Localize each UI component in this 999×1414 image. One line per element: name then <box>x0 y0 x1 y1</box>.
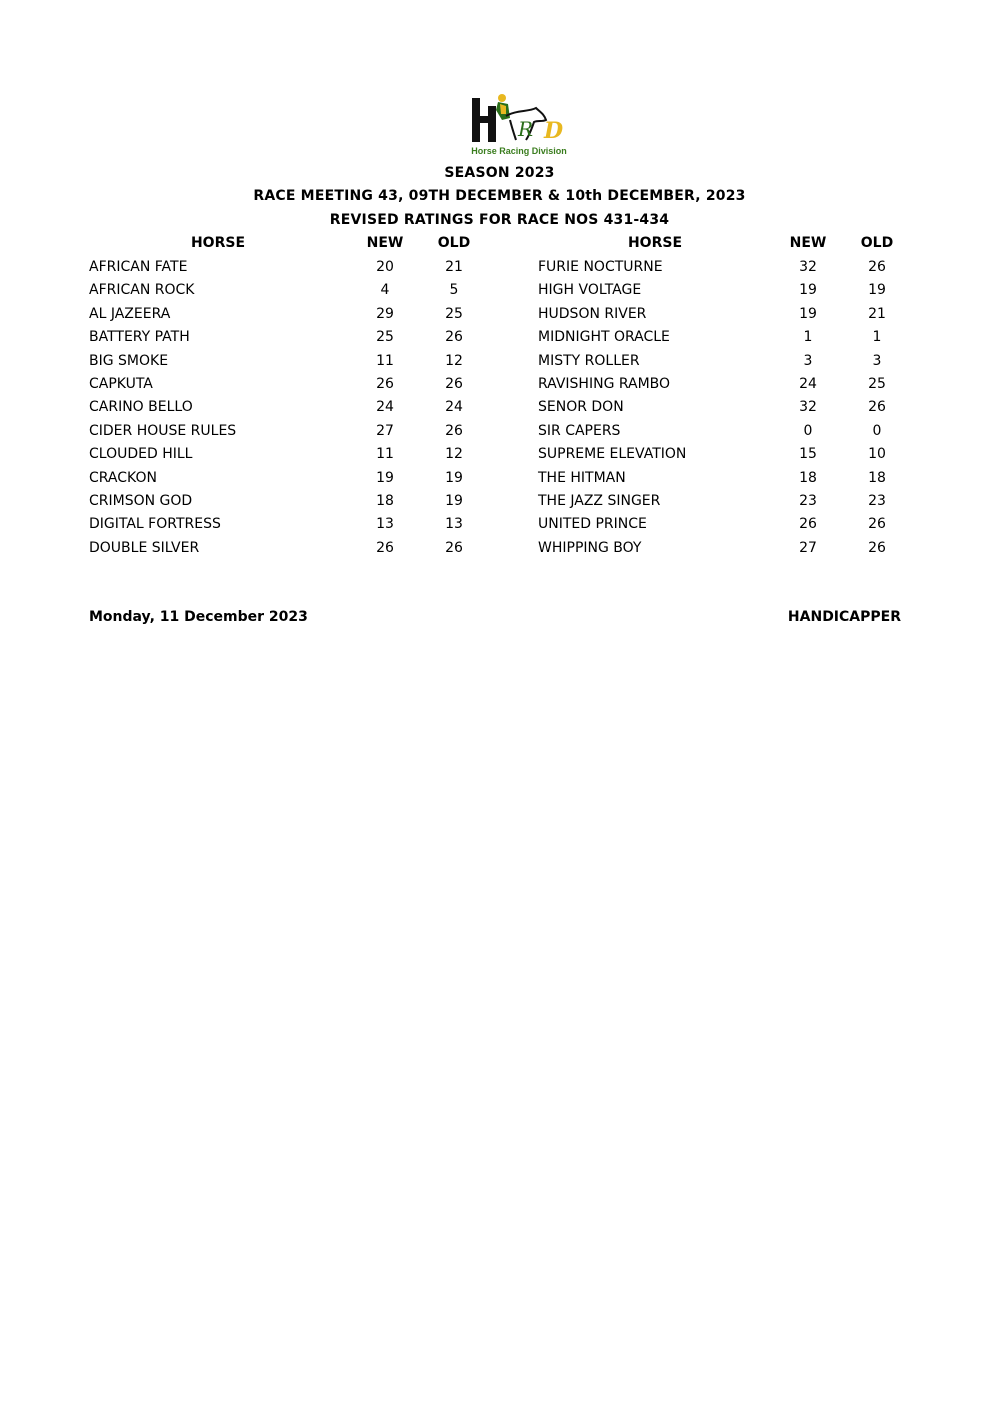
new-rating: 0 <box>803 422 813 439</box>
new-rating: 29 <box>376 305 394 322</box>
horse-name: CAPKUTA <box>89 375 153 392</box>
new-rating: 1 <box>803 329 813 346</box>
right-horse-header: HORSE <box>627 235 683 251</box>
horse-name: SENOR DON <box>538 399 624 416</box>
horse-name: DIGITAL FORTRESS <box>89 516 221 533</box>
old-rating: 13 <box>445 516 463 533</box>
hrd-logo <box>466 92 572 158</box>
horse-name: SIR CAPERS <box>538 422 621 439</box>
ratings-table <box>0 258 999 562</box>
table-row <box>0 281 999 304</box>
logo-caption: Horse Racing Division <box>471 146 567 156</box>
horse-name: MIDNIGHT ORACLE <box>538 329 670 346</box>
new-rating: 19 <box>799 282 817 299</box>
new-rating: 11 <box>376 446 394 463</box>
old-rating: 10 <box>868 446 886 463</box>
old-rating: 12 <box>445 352 463 369</box>
right-old-header: OLD <box>860 235 894 251</box>
old-rating: 3 <box>872 352 882 369</box>
horse-name: AFRICAN ROCK <box>89 282 195 299</box>
season-title: SEASON 2023 <box>444 165 555 181</box>
right-new-header: NEW <box>789 235 827 251</box>
horse-name: UNITED PRINCE <box>538 516 647 533</box>
horse-name: THE HITMAN <box>538 469 626 486</box>
table-row <box>0 352 999 375</box>
horse-name: AL JAZEERA <box>89 305 171 322</box>
old-rating: 26 <box>868 259 886 275</box>
old-rating: 19 <box>445 469 463 486</box>
horse-name: CLOUDED HILL <box>89 446 193 463</box>
handicapper-signature: HANDICAPPER <box>787 609 901 625</box>
horse-name: HIGH VOLTAGE <box>538 282 642 299</box>
new-rating: 11 <box>376 352 394 369</box>
table-row <box>0 305 999 328</box>
new-rating: 26 <box>376 375 394 392</box>
new-rating: 18 <box>376 492 394 509</box>
table-row <box>0 375 999 398</box>
ratings-subtitle: REVISED RATINGS FOR RACE NOS 431-434 <box>329 212 670 228</box>
new-rating: 27 <box>376 422 394 439</box>
new-rating: 25 <box>376 329 394 346</box>
new-rating: 32 <box>799 399 817 416</box>
horse-name: MISTY ROLLER <box>538 352 640 369</box>
horse-jockey-logo-icon <box>466 92 572 146</box>
horse-name: FURIE NOCTURNE <box>538 259 663 275</box>
new-rating: 24 <box>799 375 817 392</box>
old-rating: 24 <box>445 399 463 416</box>
old-rating: 26 <box>445 329 463 346</box>
meeting-title: RACE MEETING 43, 09TH DECEMBER & 10th DECEMBER, 2023 <box>253 188 746 204</box>
table-row <box>0 328 999 351</box>
old-rating: 26 <box>445 375 463 392</box>
horse-name: SUPREME ELEVATION <box>538 446 687 463</box>
old-rating: 26 <box>868 539 886 556</box>
old-rating: 19 <box>445 492 463 509</box>
new-rating: 15 <box>799 446 817 463</box>
horse-name: HUDSON RIVER <box>538 305 647 322</box>
report-date: Monday, 11 December 2023 <box>89 609 308 625</box>
old-rating: 0 <box>872 422 882 439</box>
old-rating: 21 <box>445 259 463 275</box>
new-rating: 32 <box>799 259 817 275</box>
horse-name: WHIPPING BOY <box>538 539 642 556</box>
old-rating: 18 <box>868 469 886 486</box>
horse-name: AFRICAN FATE <box>89 259 188 275</box>
horse-name: THE JAZZ SINGER <box>538 492 661 509</box>
table-row <box>0 469 999 492</box>
left-new-header: NEW <box>366 235 404 251</box>
new-rating: 18 <box>799 469 817 486</box>
new-rating: 26 <box>799 516 817 533</box>
new-rating: 4 <box>380 282 390 299</box>
table-row <box>0 539 999 562</box>
old-rating: 1 <box>872 329 882 346</box>
new-rating: 20 <box>376 259 394 275</box>
horse-name: CIDER HOUSE RULES <box>89 422 237 439</box>
horse-name: CRACKON <box>89 469 157 486</box>
new-rating: 19 <box>799 305 817 322</box>
table-row <box>0 422 999 445</box>
table-row <box>0 398 999 421</box>
table-row <box>0 492 999 515</box>
old-rating: 12 <box>445 446 463 463</box>
old-rating: 26 <box>868 516 886 533</box>
old-rating: 23 <box>868 492 886 509</box>
new-rating: 13 <box>376 516 394 533</box>
horse-name: BATTERY PATH <box>89 329 190 346</box>
horse-name: RAVISHING RAMBO <box>538 375 671 392</box>
horse-name: BIG SMOKE <box>89 352 169 369</box>
table-row <box>0 445 999 468</box>
new-rating: 23 <box>799 492 817 509</box>
new-rating: 3 <box>803 352 813 369</box>
left-horse-header: HORSE <box>190 235 246 251</box>
svg-text:D: D <box>544 118 564 144</box>
new-rating: 24 <box>376 399 394 416</box>
old-rating: 19 <box>868 282 886 299</box>
table-row <box>0 515 999 538</box>
horse-name: CARINO BELLO <box>89 399 193 416</box>
old-rating: 26 <box>445 422 463 439</box>
svg-text:R: R <box>518 117 534 141</box>
new-rating: 19 <box>376 469 394 486</box>
new-rating: 27 <box>799 539 817 556</box>
horse-name: CRIMSON GOD <box>89 492 193 509</box>
old-rating: 25 <box>868 375 886 392</box>
left-old-header: OLD <box>437 235 471 251</box>
horse-name: DOUBLE SILVER <box>89 539 200 556</box>
old-rating: 21 <box>868 305 886 322</box>
table-row <box>0 258 999 281</box>
old-rating: 26 <box>445 539 463 556</box>
new-rating: 26 <box>376 539 394 556</box>
old-rating: 26 <box>868 399 886 416</box>
old-rating: 5 <box>449 282 459 299</box>
old-rating: 25 <box>445 305 463 322</box>
